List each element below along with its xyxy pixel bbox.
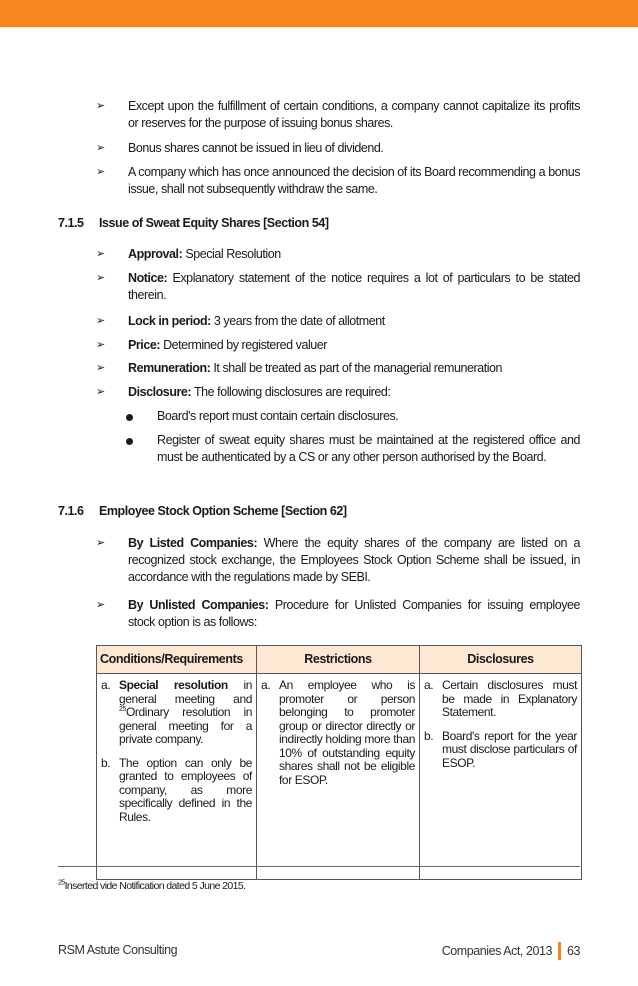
footer-company-name: RSM Astute Consulting [58,943,178,957]
bullet-label: By Listed Companies: [128,536,258,550]
page-number: 63 [566,943,580,958]
footnote-marker: 25 [58,879,65,887]
sub-bullet-item [126,408,580,425]
arrow-bullet-icon: ➢ [96,272,105,284]
cell-text: An employee who is promoter or person belonging to promoter group or director directly or indirectly holding more than 10% of outstanding equity shares shall not be eligible for ESOP. [279,678,415,787]
section-heading [58,215,578,232]
table-cell-disclosures [420,674,582,880]
list-letter: a. [261,678,271,692]
section-number: 7.1.6 [58,504,84,518]
footer-document-title: Companies Act, 2013 [441,943,552,958]
arrow-bullet-icon: ➢ [96,537,105,549]
cell-list-item [101,679,252,747]
cell-list-item [261,679,415,787]
bullet-text: The following disclosures are required: [193,385,391,399]
bullet-text: It shall be treated as part of the managerial remuneration [213,361,503,375]
arrow-bullet-icon: ➢ [96,315,105,327]
bullet-text: 3 years from the date of allotment [213,314,385,328]
bullet-label: By Unlisted Companies: [128,598,269,612]
bullet-label: Approval: [128,247,183,261]
bullet-text: Except upon the fulfillment of certain conditions, a company cannot capitalize its profits or reserves for the purpose of issuing bonus shares. [128,99,580,130]
cell-text: Ordinary resolution in general meeting for a private company. [119,705,252,746]
bullet-item [96,246,580,263]
sub-bullet-item [126,432,580,466]
arrow-bullet-icon: ➢ [96,386,105,398]
section-title: Employee Stock Option Scheme [Section 62] [99,504,347,518]
bullet-item [96,164,580,198]
footnote-ref: 25 [119,706,126,713]
bullet-item [96,270,580,304]
bullet-item [96,384,580,401]
bullet-item [96,535,580,586]
sub-bullet-text: Register of sweat equity shares must be maintained at the registered office and must be authenticated by a CS or any other person authorised by the Board. [157,433,580,464]
arrow-bullet-icon: ➢ [96,248,105,260]
bullet-text: Where the equity shares of the company are listed on a recognized stock exchange, the Employees Stock Option Scheme shall be issued, in accordance with the regulations made by SEBI. [128,536,580,584]
bullet-item [96,597,580,631]
cell-text: Board's report for the year must disclose particulars of ESOP. [442,728,577,770]
bullet-text: Bonus shares cannot be issued in lieu of dividend. [128,141,384,155]
cell-list-item [101,757,252,825]
list-letter: b. [424,728,434,743]
cell-list-item [424,679,577,720]
section-heading [58,503,578,520]
cell-text: in general meeting and [119,678,252,706]
dot-bullet-icon [126,438,133,445]
column-header-disclosures: Disclosures [420,646,582,674]
cell-text: Certain disclosures must be made in Explanatory Statement. [442,678,577,719]
list-letter: b. [101,755,111,770]
arrow-bullet-icon: ➢ [96,100,105,112]
bullet-item [96,140,580,157]
footer-separator [558,942,561,960]
table-cell-restrictions [257,674,420,880]
arrow-bullet-icon: ➢ [96,166,105,178]
bullet-label: Lock in period: [128,314,211,328]
bullet-label: Notice: [128,271,168,285]
column-header-conditions: Conditions/Requirements [97,646,257,674]
list-letter: a. [101,678,111,692]
footnote-text: Inserted vide Notification dated 5 June 2015. [64,880,246,892]
bullet-label: Price: [128,338,161,352]
bullet-text: Special Resolution [185,247,281,261]
bullet-item [96,313,580,330]
footnote [58,878,245,895]
footnote-divider [58,866,580,867]
footer-right [442,942,580,960]
cell-bold-text: Special resolution [119,678,228,692]
bullet-text: Determined by registered valuer [163,338,327,352]
cell-text: The option can only be granted to employees of company, as more specifically defined in the Rules. [119,755,252,824]
table-cell-conditions [97,674,257,880]
bullet-item [96,360,580,377]
esop-procedure-table [96,645,582,880]
list-letter: a. [424,678,434,692]
arrow-bullet-icon: ➢ [96,142,105,154]
cell-list-item [424,730,577,771]
bullet-item [96,337,580,354]
bullet-text: Explanatory statement of the notice requires a lot of particulars to be stated therein. [128,271,580,302]
sub-bullet-text: Board's report must contain certain disclosures. [157,409,399,423]
bullet-label: Remuneration: [128,361,211,375]
column-header-restrictions: Restrictions [257,646,420,674]
table-row [97,674,582,880]
table-header-row [97,646,582,674]
section-title: Issue of Sweat Equity Shares [Section 54] [99,216,329,230]
bullet-text: Procedure for Unlisted Companies for issuing employee stock option is as follows: [128,598,581,629]
arrow-bullet-icon: ➢ [96,339,105,351]
bullet-text: A company which has once announced the decision of its Board recommending a bonus issue, shall not subsequently withdraw the same. [128,165,580,196]
section-number: 7.1.5 [58,216,84,230]
arrow-bullet-icon: ➢ [96,362,105,374]
arrow-bullet-icon: ➢ [96,599,105,611]
dot-bullet-icon [126,414,133,421]
bullet-item [96,98,580,132]
bullet-label: Disclosure: [128,385,192,399]
